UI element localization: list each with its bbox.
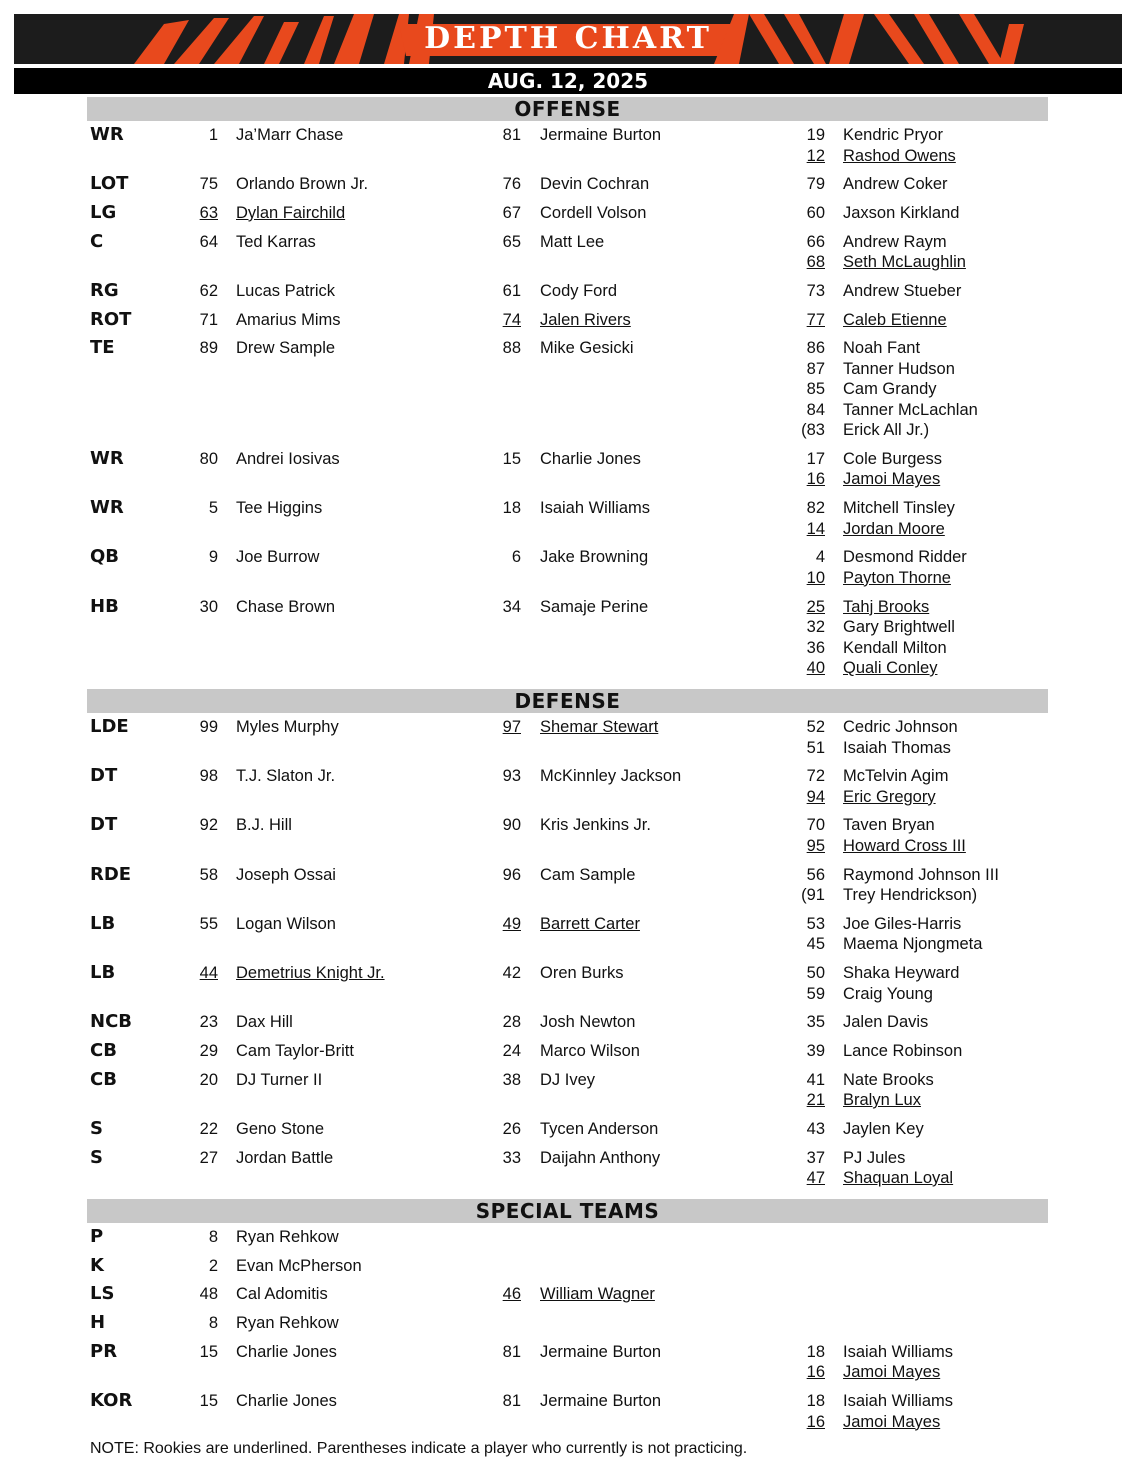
jersey-number: 8 bbox=[208, 1228, 218, 1246]
jersey-number: 88 bbox=[502, 339, 521, 358]
jersey-number: 1 bbox=[208, 126, 218, 144]
player-name: Kendric Pryor bbox=[843, 126, 943, 144]
position-label: ROT bbox=[90, 308, 132, 330]
jersey-number: (83 bbox=[801, 421, 825, 440]
player-name: Devin Cochran bbox=[540, 175, 650, 194]
jersey-number: 87 bbox=[806, 359, 825, 378]
jersey-number: 85 bbox=[806, 380, 825, 399]
date-bar: AUG. 12, 2025 bbox=[14, 68, 1122, 94]
position-label: QB bbox=[90, 546, 120, 568]
jersey-number: 46 bbox=[502, 1285, 521, 1304]
player-name: Noah Fant bbox=[843, 339, 921, 358]
player-name: Tanner McLachlan bbox=[843, 400, 978, 419]
jersey-number: 59 bbox=[806, 984, 825, 1003]
jersey-number: 32 bbox=[806, 618, 825, 636]
player-name: Chase Brown bbox=[236, 597, 336, 616]
player-name: Cal Adomitis bbox=[236, 1285, 328, 1304]
player-name: Lucas Patrick bbox=[236, 281, 336, 300]
player-name: Jamoi Mayes bbox=[843, 1363, 941, 1382]
position-label: LDE bbox=[90, 716, 129, 737]
player-name: Ja’Marr Chase bbox=[236, 126, 344, 144]
player-name: Jalen Davis bbox=[843, 1013, 929, 1032]
jersey-number: 6 bbox=[511, 548, 521, 567]
jersey-number: 77 bbox=[806, 310, 825, 329]
jersey-number: 56 bbox=[806, 865, 825, 884]
player-name: Andrew Coker bbox=[843, 175, 948, 194]
player-name: Shaquan Loyal bbox=[843, 1169, 954, 1187]
jersey-number: 33 bbox=[502, 1148, 521, 1167]
player-name: McKinnley Jackson bbox=[540, 767, 682, 786]
player-name: Charlie Jones bbox=[236, 1342, 337, 1361]
jersey-number: 18 bbox=[806, 1392, 825, 1410]
jersey-number: 16 bbox=[806, 1412, 825, 1431]
jersey-number: 97 bbox=[502, 718, 521, 736]
player-name: Isaiah Williams bbox=[540, 499, 651, 518]
jersey-number: 36 bbox=[806, 638, 825, 657]
player-name: McTelvin Agim bbox=[843, 767, 949, 786]
position-label: PR bbox=[90, 1340, 118, 1362]
player-name: Craig Young bbox=[843, 984, 933, 1003]
jersey-number: 82 bbox=[806, 499, 825, 518]
jersey-number: 73 bbox=[806, 281, 825, 300]
player-name: Cam Sample bbox=[540, 865, 636, 884]
player-name: Jamoi Mayes bbox=[843, 470, 941, 489]
jersey-number: 8 bbox=[208, 1314, 218, 1333]
player-name: Jaxson Kirkland bbox=[843, 203, 960, 222]
player-name: Jordan Battle bbox=[236, 1148, 334, 1167]
position-label: S bbox=[90, 1146, 103, 1168]
jersey-number: 84 bbox=[806, 400, 825, 419]
jersey-number: 35 bbox=[806, 1013, 825, 1032]
jersey-number: 95 bbox=[806, 836, 825, 855]
jersey-number: 18 bbox=[806, 1342, 825, 1361]
title-banner bbox=[14, 14, 1122, 64]
position-label: KOR bbox=[90, 1390, 133, 1411]
jersey-number: 52 bbox=[806, 718, 825, 736]
jersey-number: 90 bbox=[502, 816, 521, 835]
jersey-number: 43 bbox=[806, 1119, 825, 1138]
player-name: Jamoi Mayes bbox=[843, 1412, 941, 1431]
jersey-number: 45 bbox=[806, 935, 825, 954]
player-name: Cam Grandy bbox=[843, 380, 937, 399]
jersey-number: 92 bbox=[199, 816, 218, 835]
player-name: Shemar Stewart bbox=[540, 718, 659, 736]
position-label: RDE bbox=[90, 863, 132, 885]
jersey-number: 50 bbox=[806, 964, 825, 982]
player-name: Lance Robinson bbox=[843, 1041, 963, 1060]
position-label: WR bbox=[90, 497, 124, 519]
player-name: Cole Burgess bbox=[843, 449, 943, 468]
jersey-number: 37 bbox=[806, 1148, 825, 1167]
player-name: Kris Jenkins Jr. bbox=[540, 816, 651, 835]
player-name: Caleb Etienne bbox=[843, 310, 947, 329]
jersey-number: 5 bbox=[208, 499, 218, 518]
player-name: Josh Newton bbox=[540, 1013, 636, 1032]
jersey-number: 9 bbox=[208, 548, 218, 567]
player-name: Desmond Ridder bbox=[843, 548, 967, 567]
jersey-number: 18 bbox=[502, 499, 521, 518]
player-name: Jake Browning bbox=[540, 548, 649, 567]
player-name: Seth McLaughlin bbox=[843, 253, 966, 272]
player-name: Samaje Perine bbox=[540, 597, 649, 616]
player-name: Joe Burrow bbox=[236, 548, 320, 567]
section-header: SPECIAL TEAMS bbox=[87, 1199, 1048, 1223]
jersey-number: 81 bbox=[502, 1392, 521, 1410]
player-name: Drew Sample bbox=[236, 339, 336, 358]
player-name: Andrew Stueber bbox=[843, 281, 962, 300]
player-name: Matt Lee bbox=[540, 232, 605, 251]
footnote: NOTE: Rookies are underlined. Parentheses indicate a player who currently is not practicing. bbox=[90, 1440, 748, 1457]
player-name: Tycen Anderson bbox=[540, 1119, 659, 1138]
page-title: DEPTH CHART bbox=[424, 21, 712, 56]
jersey-number: 39 bbox=[806, 1041, 825, 1060]
jersey-number: 53 bbox=[806, 914, 825, 933]
player-name: Cody Ford bbox=[540, 281, 618, 300]
player-name: Andrei Iosivas bbox=[236, 449, 340, 468]
player-name: Jalen Rivers bbox=[540, 310, 631, 329]
player-name: Ted Karras bbox=[236, 232, 316, 251]
jersey-number: 74 bbox=[502, 310, 521, 329]
player-name: Demetrius Knight Jr. bbox=[236, 964, 385, 982]
player-name: Shaka Heyward bbox=[843, 964, 960, 982]
position-label: LG bbox=[90, 201, 117, 223]
player-name: Evan McPherson bbox=[236, 1256, 362, 1275]
player-name: Bralyn Lux bbox=[843, 1091, 921, 1110]
player-name: Marco Wilson bbox=[540, 1041, 640, 1060]
player-name: Daijahn Anthony bbox=[540, 1148, 661, 1167]
jersey-number: 41 bbox=[806, 1070, 825, 1089]
position-label: DT bbox=[90, 814, 118, 836]
position-label: CB bbox=[90, 1039, 117, 1061]
jersey-number: 40 bbox=[806, 659, 825, 677]
player-name: Raymond Johnson III bbox=[843, 865, 999, 884]
jersey-number: 28 bbox=[502, 1013, 521, 1032]
player-name: Mike Gesicki bbox=[540, 339, 634, 358]
position-label: P bbox=[90, 1226, 104, 1247]
jersey-number: 81 bbox=[502, 1342, 521, 1361]
player-name: Tanner Hudson bbox=[843, 359, 955, 378]
player-name: DJ Ivey bbox=[540, 1070, 596, 1089]
position-label: NCB bbox=[90, 1011, 132, 1033]
jersey-number: 15 bbox=[502, 449, 521, 468]
player-name: Cam Taylor-Britt bbox=[236, 1041, 354, 1060]
jersey-number: 81 bbox=[502, 126, 521, 144]
jersey-number: 70 bbox=[806, 816, 825, 835]
player-name: B.J. Hill bbox=[236, 816, 292, 835]
player-name: Maema Njongmeta bbox=[843, 935, 983, 954]
player-name: Dylan Fairchild bbox=[236, 203, 346, 222]
position-label: CB bbox=[90, 1068, 117, 1090]
jersey-number: 24 bbox=[502, 1041, 521, 1060]
position-label: C bbox=[90, 230, 104, 252]
player-name: Isaiah Williams bbox=[843, 1342, 954, 1361]
jersey-number: 86 bbox=[806, 339, 825, 358]
player-name: Amarius Mims bbox=[236, 310, 341, 329]
jersey-number: 21 bbox=[806, 1091, 825, 1110]
jersey-number: 99 bbox=[199, 718, 218, 736]
player-name: Orlando Brown Jr. bbox=[236, 175, 369, 194]
position-label: HB bbox=[90, 595, 119, 617]
player-name: Dax Hill bbox=[236, 1013, 293, 1032]
player-name: Ryan Rehkow bbox=[236, 1314, 339, 1333]
position-label: TE bbox=[90, 337, 115, 359]
jersey-number: 62 bbox=[199, 281, 218, 300]
jersey-number: 14 bbox=[806, 519, 825, 538]
jersey-number: 42 bbox=[502, 964, 521, 982]
player-name: Trey Hendrickson) bbox=[843, 886, 978, 905]
jersey-number: (91 bbox=[801, 886, 825, 905]
jersey-number: 12 bbox=[806, 146, 825, 165]
jersey-number: 67 bbox=[502, 203, 521, 222]
player-name: Mitchell Tinsley bbox=[843, 499, 955, 518]
player-name: Geno Stone bbox=[236, 1119, 325, 1138]
position-label: LOT bbox=[90, 173, 129, 195]
jersey-number: 15 bbox=[199, 1342, 218, 1361]
jersey-number: 15 bbox=[199, 1392, 218, 1410]
jersey-number: 34 bbox=[502, 597, 521, 616]
jersey-number: 96 bbox=[502, 865, 521, 884]
jersey-number: 22 bbox=[199, 1119, 218, 1138]
jersey-number: 55 bbox=[199, 914, 218, 933]
player-name: Quali Conley bbox=[843, 659, 938, 677]
jersey-number: 2 bbox=[208, 1256, 218, 1275]
jersey-number: 94 bbox=[806, 787, 825, 806]
jersey-number: 66 bbox=[806, 232, 825, 251]
player-name: PJ Jules bbox=[843, 1148, 906, 1167]
player-name: Jermaine Burton bbox=[540, 1342, 662, 1361]
position-label: WR bbox=[90, 447, 124, 469]
jersey-number: 17 bbox=[806, 449, 825, 468]
player-name: Kendall Milton bbox=[843, 638, 947, 657]
jersey-number: 64 bbox=[199, 232, 218, 251]
player-name: Isaiah Thomas bbox=[843, 738, 951, 757]
jersey-number: 49 bbox=[502, 914, 521, 933]
player-name: Jermaine Burton bbox=[540, 1392, 662, 1410]
player-name: Joe Giles-Harris bbox=[843, 914, 962, 933]
jersey-number: 61 bbox=[502, 281, 521, 300]
player-name: Payton Thorne bbox=[843, 568, 951, 587]
jersey-number: 79 bbox=[806, 175, 825, 194]
position-label: K bbox=[90, 1254, 104, 1276]
player-name: Howard Cross III bbox=[843, 836, 966, 855]
jersey-number: 44 bbox=[199, 964, 218, 982]
position-label: LB bbox=[90, 962, 116, 983]
player-name: Rashod Owens bbox=[843, 146, 956, 165]
player-name: Joseph Ossai bbox=[236, 865, 336, 884]
player-name: Jermaine Burton bbox=[540, 126, 662, 144]
jersey-number: 19 bbox=[806, 126, 825, 144]
jersey-number: 48 bbox=[199, 1285, 218, 1304]
player-name: Eric Gregory bbox=[843, 787, 936, 806]
player-name: Andrew Raym bbox=[843, 232, 947, 251]
position-label: WR bbox=[90, 124, 124, 145]
jersey-number: 26 bbox=[502, 1119, 521, 1138]
jersey-number: 65 bbox=[502, 232, 521, 251]
jersey-number: 4 bbox=[815, 548, 825, 567]
jersey-number: 89 bbox=[199, 339, 218, 358]
jersey-number: 71 bbox=[199, 310, 218, 329]
position-label: LB bbox=[90, 912, 116, 934]
position-label: RG bbox=[90, 279, 119, 301]
player-name: Cordell Volson bbox=[540, 203, 647, 222]
player-name: Erick All Jr.) bbox=[843, 421, 930, 440]
jersey-number: 27 bbox=[199, 1148, 218, 1167]
player-name: Tee Higgins bbox=[236, 499, 323, 518]
player-name: Barrett Carter bbox=[540, 914, 640, 933]
player-name: Ryan Rehkow bbox=[236, 1228, 339, 1246]
jersey-number: 98 bbox=[199, 767, 218, 786]
player-name: Myles Murphy bbox=[236, 718, 339, 736]
jersey-number: 30 bbox=[199, 597, 218, 616]
jersey-number: 29 bbox=[199, 1041, 218, 1060]
player-name: Nate Brooks bbox=[843, 1070, 934, 1089]
player-name: Logan Wilson bbox=[236, 914, 336, 933]
jersey-number: 16 bbox=[806, 1363, 825, 1382]
jersey-number: 80 bbox=[199, 449, 218, 468]
player-name: Jordan Moore bbox=[843, 519, 945, 538]
player-name: Jaylen Key bbox=[843, 1119, 924, 1138]
jersey-number: 47 bbox=[806, 1169, 825, 1187]
player-name: Gary Brightwell bbox=[843, 618, 955, 636]
player-name: Tahj Brooks bbox=[843, 597, 930, 616]
player-name: Taven Bryan bbox=[843, 816, 935, 835]
jersey-number: 58 bbox=[199, 865, 218, 884]
jersey-number: 38 bbox=[502, 1070, 521, 1089]
jersey-number: 20 bbox=[199, 1070, 218, 1089]
section-header: DEFENSE bbox=[87, 689, 1048, 713]
section-header: OFFENSE bbox=[87, 97, 1048, 121]
player-name: DJ Turner II bbox=[236, 1070, 323, 1089]
jersey-number: 76 bbox=[502, 175, 521, 194]
jersey-number: 93 bbox=[502, 767, 521, 786]
jersey-number: 10 bbox=[806, 568, 825, 587]
jersey-number: 72 bbox=[806, 767, 825, 786]
player-name: Charlie Jones bbox=[236, 1392, 337, 1410]
jersey-number: 25 bbox=[806, 597, 825, 616]
jersey-number: 23 bbox=[199, 1013, 218, 1032]
jersey-number: 75 bbox=[199, 175, 218, 194]
position-label: H bbox=[90, 1312, 106, 1334]
player-name: Oren Burks bbox=[540, 964, 624, 982]
player-name: Charlie Jones bbox=[540, 449, 641, 468]
jersey-number: 68 bbox=[806, 253, 825, 272]
jersey-number: 60 bbox=[806, 203, 825, 222]
player-name: William Wagner bbox=[540, 1285, 655, 1304]
position-label: DT bbox=[90, 765, 118, 787]
jersey-number: 16 bbox=[806, 470, 825, 489]
player-name: Isaiah Williams bbox=[843, 1392, 954, 1410]
jersey-number: 51 bbox=[806, 738, 825, 757]
position-label: LS bbox=[90, 1283, 115, 1305]
player-name: Cedric Johnson bbox=[843, 718, 958, 736]
position-label: S bbox=[90, 1117, 103, 1139]
jersey-number: 63 bbox=[199, 203, 218, 222]
player-name: T.J. Slaton Jr. bbox=[236, 767, 336, 786]
